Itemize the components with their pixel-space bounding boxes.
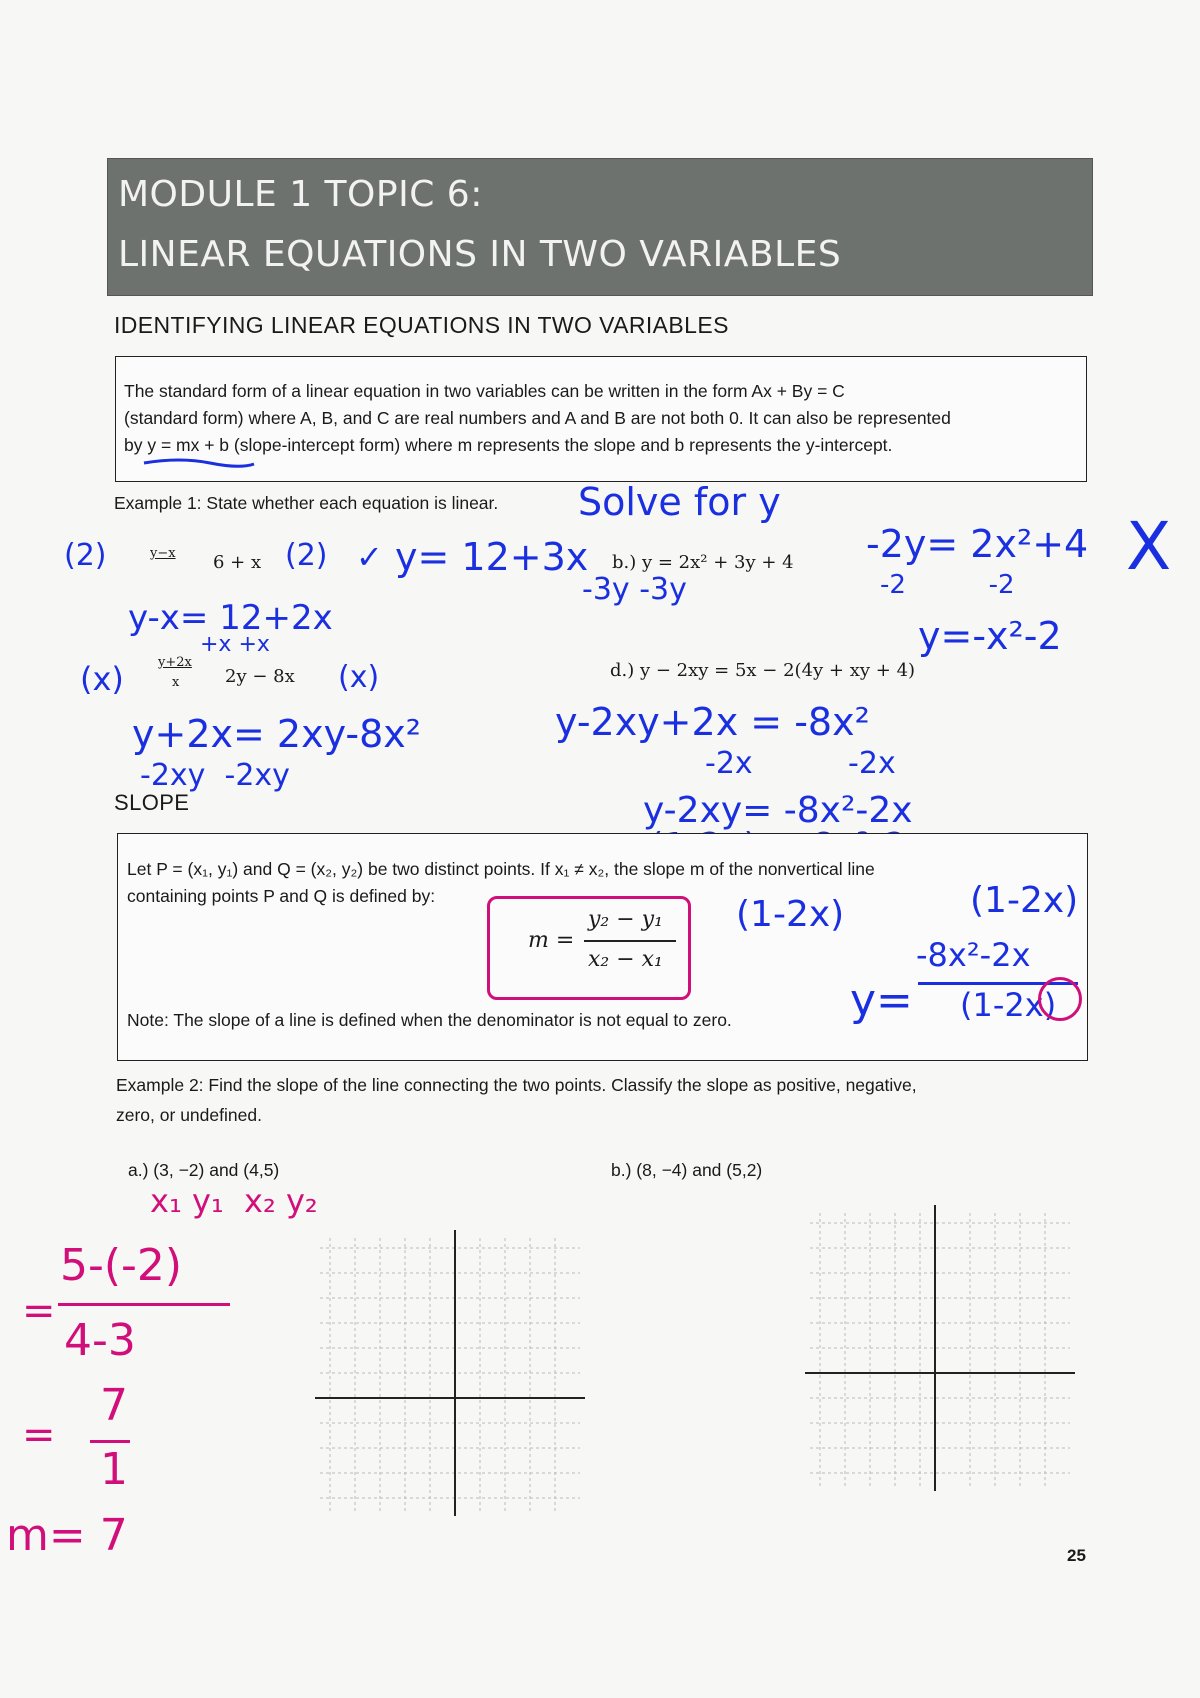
hw-e2-result: m= 7 — [6, 1510, 128, 1561]
section-title-slope: SLOPE — [114, 790, 190, 815]
page-number: 25 — [1067, 1546, 1086, 1565]
hw-e2-equals-2: = — [22, 1412, 56, 1458]
hw-e2-labels: x₁ y₁ x₂ y₂ — [150, 1182, 318, 1220]
slope-formula-numerator: y₂ − y₁ — [588, 907, 663, 932]
example1-a-rest: 6 + x — [213, 552, 262, 573]
hw-circle-mark — [1038, 977, 1082, 1021]
hw-d-step1: y-2xy+2x = -8x² — [555, 700, 870, 744]
definition-line-3: by y = mx + b (slope-intercept form) where m represents the slope and b represents the y-intercept. — [124, 435, 893, 455]
hw-b-work1-den: -2 -2 — [880, 570, 1015, 600]
header-line-2: LINEAR EQUATIONS IN TWO VARIABLES — [118, 234, 842, 275]
slope-definition-line-2: containing points P and Q is defined by: — [127, 886, 436, 906]
example1-c-fraction: y+2x — [158, 655, 192, 670]
hw-c-mult: (x) — [80, 660, 124, 698]
hw-e2-denominator: 4-3 — [64, 1315, 136, 1366]
slope-formula-bar — [584, 940, 676, 942]
hw-a-mult-right: (2) — [285, 538, 328, 573]
hw-d-result-lhs: y= — [850, 975, 913, 1026]
header-line-1: MODULE 1 TOPIC 6: — [118, 174, 483, 215]
definition-text — [124, 378, 1084, 459]
module-header — [107, 158, 1093, 296]
slope-formula-lhs: m = — [528, 928, 575, 953]
hw-check: ✓ — [356, 538, 383, 576]
hw-d-sub: -2x -2x — [705, 746, 896, 781]
hw-c-step: y+2x= 2xy-8x² — [132, 712, 422, 756]
section-title-identifying: IDENTIFYING LINEAR EQUATIONS IN TWO VARIABLES — [114, 312, 729, 338]
example1-d-label: d.) y − 2xy = 5x − 2(4y + xy + 4) — [610, 660, 916, 681]
definition-line-2: (standard form) where A, B, and C are real numbers and A and B are not both 0. It can also be represented — [124, 408, 951, 428]
definition-line-1: The standard form of a linear equation in two variables can be written in the form Ax + By = C — [124, 381, 845, 401]
hw-d-step2: y-2xy= -8x²-2x — [643, 790, 913, 831]
example1-prompt: Example 1: State whether each equation is linear. — [114, 493, 499, 513]
hw-d-divide-left: (1-2x) — [736, 894, 845, 935]
example1-b-label: b.) y = 2x² + 3y + 4 — [612, 552, 794, 573]
coordinate-grid-a — [310, 1228, 590, 1518]
hw-c-mult-right: (x) — [338, 660, 380, 695]
example1-c-rest: 2y − 8x — [225, 666, 295, 687]
example2-prompt-line-2: zero, or undefined. — [116, 1105, 262, 1125]
hw-b-work1: -2y= 2x²+4 — [866, 522, 1089, 566]
hw-d-divide-right: (1-2x) — [970, 880, 1079, 921]
example2-a-label: a.) (3, −2) and (4,5) — [128, 1160, 280, 1180]
hw-a-result: y= 12+3x — [395, 535, 589, 579]
underline-mark — [140, 455, 260, 471]
example2-prompt-line-1: Example 2: Find the slope of the line connecting the two points. Classify the slope as positive, negative, — [116, 1075, 917, 1095]
slope-definition-line-1: Let P = (x₁, y₁) and Q = (x₂, y₂) be two distinct points. If x₁ ≠ x₂, the slope m of the nonvertical line — [127, 859, 875, 879]
example1-c-denominator: x — [172, 675, 180, 690]
slope-note: Note: The slope of a line is defined when the denominator is not equal to zero. — [127, 1010, 732, 1030]
hw-e2-bar-1 — [58, 1303, 230, 1306]
slope-formula-denominator: x₂ − x₁ — [588, 947, 663, 972]
hw-d-result-denominator: (1-2x) — [960, 986, 1057, 1024]
hw-b-x-mark: X — [1126, 508, 1172, 585]
hw-e2-numerator-2: 7 — [100, 1380, 128, 1431]
hw-b-sub: -3y -3y — [582, 572, 687, 607]
hw-solve-for-y: Solve for y — [578, 480, 781, 524]
hw-b-result: y=-x²-2 — [918, 614, 1062, 658]
hw-d-result-numerator: -8x²-2x — [916, 936, 1031, 974]
hw-e2-equals-1: = — [22, 1288, 56, 1334]
hw-c-sub: -2xy -2xy — [140, 758, 290, 793]
hw-e2-bar-2 — [90, 1440, 130, 1443]
example2-b-label: b.) (8, −4) and (5,2) — [611, 1160, 763, 1180]
hw-a-step: y-x= 12+2x — [128, 598, 333, 638]
hw-e2-numerator: 5-(-2) — [60, 1240, 183, 1291]
hw-e2-denominator-2: 1 — [100, 1444, 128, 1495]
hw-a-addx: +x +x — [200, 632, 270, 657]
hw-a-mult-left: (2) — [64, 538, 107, 573]
example1-a-fraction: y−x — [150, 546, 176, 561]
coordinate-grid-b — [800, 1203, 1080, 1493]
